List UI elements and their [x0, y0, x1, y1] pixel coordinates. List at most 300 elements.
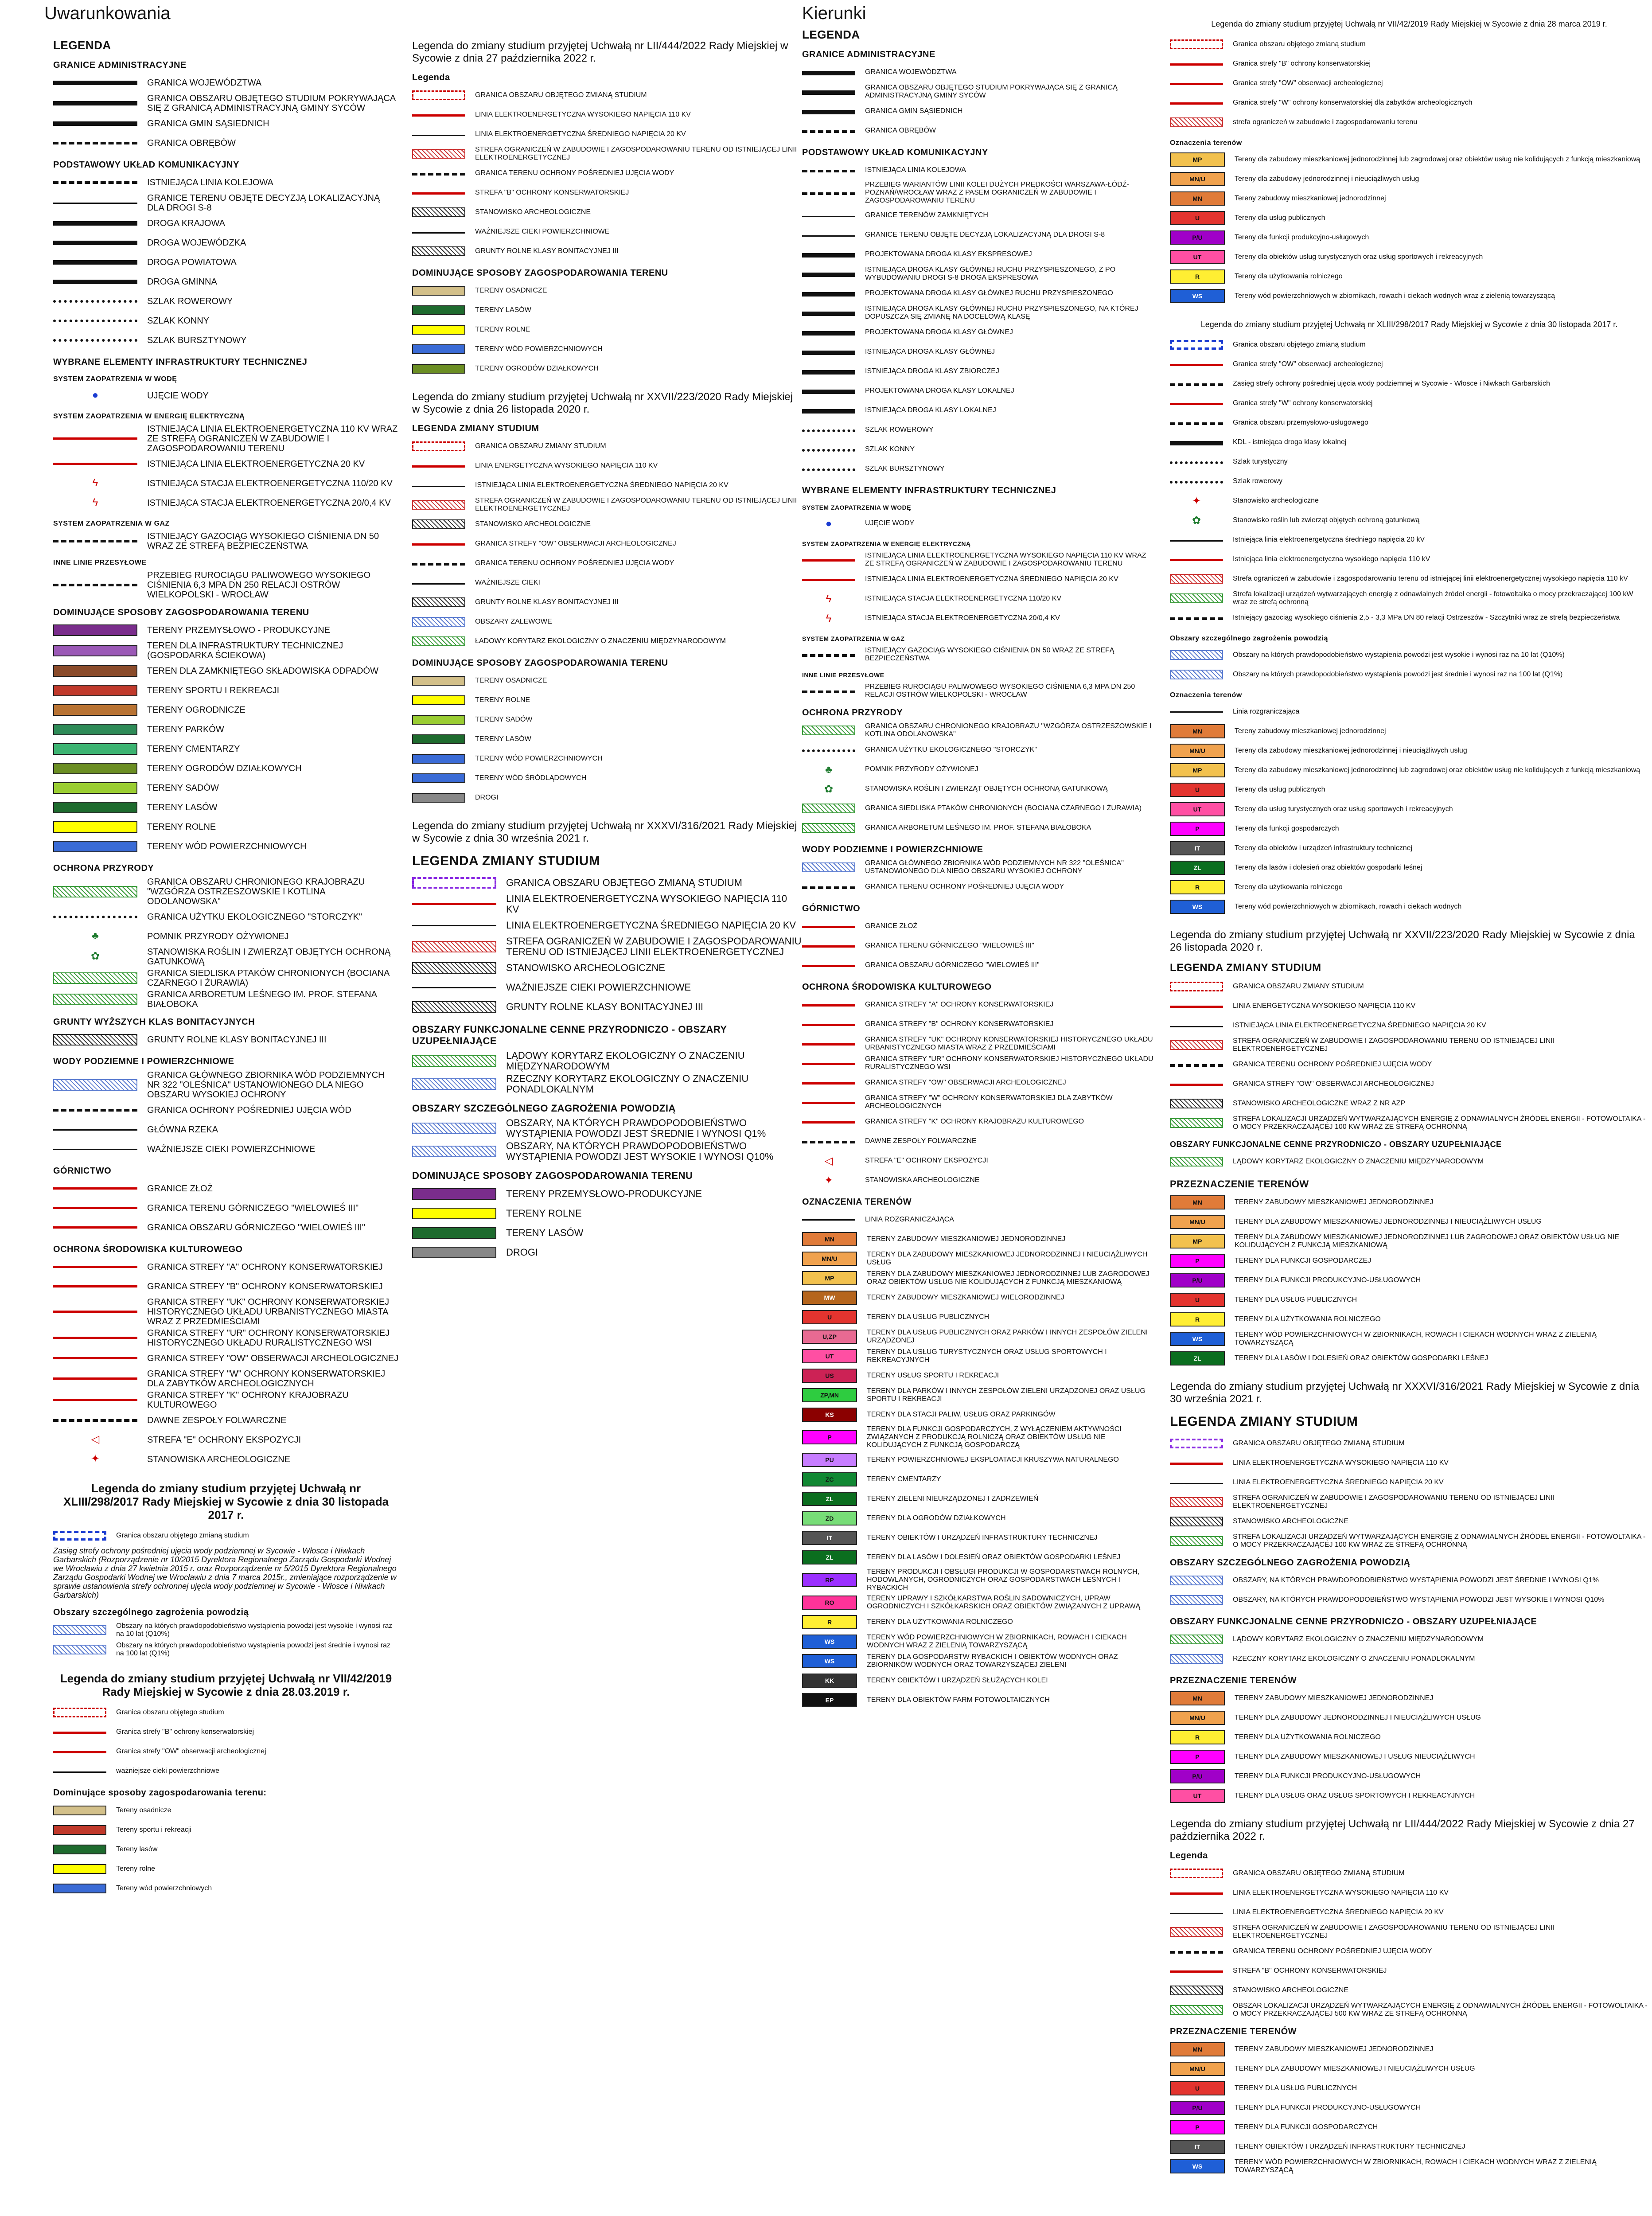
- legend-label: GRANICA GŁÓWNEGO ZBIORNIKA WÓD PODZIEMNYCH NR 322 "OLEŚNICA" USTANOWIONEGO DLA NIEGO OBSZARU WYSOKIEJ OCHRONY: [147, 1070, 385, 1100]
- legend-label: TERENY LASÓW: [475, 306, 531, 314]
- land-use-swatch: [412, 305, 465, 315]
- legend-symbol: [53, 972, 137, 984]
- land-use-label: TERENY ZABUDOWY MIESZKANIOWEJ JEDNORODZINNEJ: [1235, 1198, 1434, 1206]
- land-use-code: KS: [802, 1408, 857, 1422]
- land-use-label: TERENY DLA FUNKCJI GOSPODARCZEJ: [1235, 1257, 1371, 1264]
- legend-symbol: [1170, 982, 1223, 991]
- legend-item: [53, 115, 399, 133]
- legend-item: [1170, 1095, 1648, 1112]
- legend-symbol: [53, 1034, 137, 1046]
- protected-species-icon: ✿: [1192, 515, 1201, 527]
- d-zmiana-2017-obsz: [1170, 646, 1648, 683]
- legend-item: [412, 1141, 802, 1162]
- legend-item: [802, 551, 1157, 569]
- legend-symbol: [53, 433, 137, 445]
- legend-symbol: [802, 1039, 855, 1049]
- legend-item: [1170, 336, 1648, 354]
- legend-item: [412, 769, 802, 787]
- legend-symbol: [53, 1183, 137, 1194]
- legend-item: [53, 990, 399, 1009]
- land-use-item: [1170, 761, 1648, 779]
- land-use-label: TERENY DLA ZABUDOWY MIESZKANIOWEJ I NIEUCIĄŻLIWYCH USŁUG: [1235, 2065, 1475, 2072]
- legend-item: [412, 672, 802, 690]
- legend-symbol: [802, 804, 855, 813]
- legend-label: DROGA GMINNA: [147, 277, 217, 287]
- land-use-item: [1170, 781, 1648, 799]
- legend-label: LINIA ELEKTROENERGETYCZNA ŚREDNIEGO NAPIĘCIA 20 KV: [1233, 1908, 1444, 1916]
- legend-item: [53, 1219, 399, 1237]
- legend-symbol: [53, 1373, 137, 1385]
- land-use-code: U: [802, 1310, 857, 1324]
- legend-label: SZLAK ROWEROWY: [865, 426, 934, 433]
- legend-item: [1170, 1474, 1648, 1491]
- land-use-code: MN: [1170, 724, 1225, 738]
- legend-item: [53, 621, 399, 639]
- legend-symbol: [53, 335, 137, 346]
- land-use-code: P/U: [1170, 1769, 1225, 1783]
- legend-label: GRANICA GŁÓWNEGO ZBIORNIKA WÓD PODZIEMNYCH NR 322 "OLEŚNICA" USTANOWIONEGO DLA NIEGO OBSZARU WYSOKIEJ OCHRONY: [865, 859, 1124, 875]
- land-use-swatch: [412, 695, 465, 705]
- legend-symbol: [802, 386, 855, 396]
- legend-label: ISTNIEJĄCA LINIA ELEKTROENERGETYCZNA 20 KV: [147, 459, 365, 469]
- legend-symbol: [412, 578, 465, 588]
- legend-item: [53, 908, 399, 926]
- legend-item: [802, 1093, 1157, 1111]
- section-dominujace: [53, 621, 399, 855]
- c-legend-heading: LEGENDA: [802, 28, 860, 41]
- legend-item: [802, 780, 1157, 798]
- legend-label: GRANICA GMIN SĄSIEDNICH: [147, 119, 269, 129]
- legend-label: GRANICA OBSZARU ZMIANY STUDIUM: [475, 442, 606, 450]
- legend-symbol: [53, 1766, 106, 1776]
- land-use-code: [802, 1219, 855, 1221]
- legend-item: [1170, 1493, 1648, 1511]
- legend-label: Granica strefy "OW" obserwacji archeologicznej: [116, 1748, 266, 1755]
- legend-label: GRANICA SIEDLISKA PTAKÓW CHRONIONYCH (BOCIANA CZARNEGO I ŻURAWIA): [147, 968, 390, 988]
- legend-label: LINIA ELEKTROENERGETYCZNA WYSOKIEGO NAPIĘCIA 110 KV: [506, 893, 787, 915]
- d-zmiana-2017-ozn-heading: Oznaczenia terenów: [1170, 691, 1242, 699]
- column-zmiany-kierunki: [1170, 0, 1648, 2216]
- legend-label: PRZEBIEG RUROCIĄGU PALIWOWEGO WYSOKIEGO CIŚNIENIA 6,3 MPA DN 250 RELACJI OSTRÓW WIELKOPOLSKI - WROCŁAW: [865, 683, 1135, 698]
- legend-symbol: [802, 1078, 855, 1088]
- legend-symbol: [1170, 1947, 1223, 1956]
- legend-item: [802, 761, 1157, 778]
- land-use-code: P: [1170, 822, 1225, 836]
- column-uwarunkowania: [0, 0, 399, 2216]
- land-use-item: [802, 1490, 1157, 1508]
- legend-item: [1170, 511, 1648, 529]
- legend-label: PROJEKTOWANA DROGA KLASY EKSPRESOWEJ: [865, 250, 1032, 258]
- legend-item: [1170, 1036, 1648, 1054]
- legend-symbol: [1170, 1536, 1223, 1546]
- legend-label: Granica obszaru przemysłowo-usługowego: [1233, 419, 1368, 426]
- legend-label: DROGA KRAJOWA: [147, 218, 225, 228]
- legend-item: [53, 424, 399, 453]
- legend-item: [802, 878, 1157, 896]
- legend-symbol: [412, 982, 496, 993]
- legend-item: [1170, 433, 1648, 451]
- legend-item: [412, 242, 802, 260]
- legend-item: [1170, 1943, 1648, 1960]
- section-ochrona-heading: OCHRONA PRZYRODY: [53, 863, 154, 873]
- legend-item: [412, 86, 802, 104]
- legend-item: [1170, 472, 1648, 490]
- legend-item: [1170, 646, 1648, 664]
- legend-symbol: [53, 458, 137, 470]
- legend-label: KDL - istniejąca droga klasy lokalnej: [1233, 438, 1347, 446]
- legend-label: GRANICA OBSZARU GÓRNICZEGO "WIELOWIEŚ III": [147, 1223, 366, 1233]
- legend-item: [412, 593, 802, 611]
- legend-symbol: [802, 1136, 855, 1146]
- legend-symbol: [1170, 1079, 1223, 1089]
- legend-label: PROJEKTOWANA DROGA KLASY LOKALNEJ: [865, 387, 1014, 394]
- land-use-item: [1170, 839, 1648, 857]
- land-use-label: TERENY DLA UŻYTKOWANIA ROLNICZEGO: [867, 1618, 1013, 1626]
- legend-item: [412, 750, 802, 768]
- legend-item: [802, 83, 1157, 101]
- legend-symbol: [802, 464, 855, 474]
- legend-item: [1170, 453, 1648, 471]
- land-use-item: [1170, 1728, 1648, 1746]
- legend-symbol: [53, 197, 137, 209]
- legend-label: OBSZAR LOKALIZACJI URZĄDZEŃ WYTWARZAJĄCYCH ENERGIĘ Z ODNAWIALNYCH ŹRÓDEŁ ENERGII - FOTOWOLTAIKA - O MOCY PRZEKRACZAJĄCEJ 500 KW WRAZ ZE STREFĄ OCHRONNĄ: [1233, 2002, 1648, 2017]
- legend-symbol: [802, 367, 855, 376]
- legend-item: [802, 102, 1157, 120]
- legend-label: STANOWISKA ARCHEOLOGICZNE: [147, 1455, 291, 1464]
- land-use-label: Tereny dla funkcji produkcyjno-usługowych: [1235, 234, 1369, 241]
- legend-label: GRANICA WOJEWÓDZTWA: [147, 78, 262, 88]
- land-use-label: TERENY DLA ZABUDOWY MIESZKANIOWEJ JEDNORODZINNEJ I NIEUCIĄŻLIWYCH USŁUG: [867, 1251, 1148, 1266]
- legend-symbol: [1170, 1458, 1223, 1468]
- land-use-code: MN: [1170, 1195, 1225, 1209]
- legend-symbol: [802, 269, 855, 279]
- land-use-label: TERENY DLA ZABUDOWY MIESZKANIOWEJ JEDNORODZINNEJ LUB ZAGRODOWEJ ORAZ OBIEKTÓW USŁUG NIE KOLIDUJĄCYCH Z FUNKCJĄ MIESZKANIOWĄ: [1235, 1233, 1619, 1249]
- legend-symbol: [802, 211, 855, 220]
- land-use-item: [1170, 170, 1648, 188]
- legend-label: Strefa ograniczeń w zabudowie i zagospodarowaniu terenu od istniejącej linii elektroenergetycznej wysokiego napięcia 110 kV: [1233, 575, 1628, 582]
- land-use-item: [1170, 878, 1648, 896]
- legend-label: GRANICA STREFY "OW" OBSERWACJI ARCHEOLOGICZNEJ: [865, 1079, 1066, 1086]
- land-use-item: [1170, 1213, 1648, 1231]
- legend-item: [1170, 394, 1648, 412]
- section-kultura: [53, 1258, 399, 1468]
- legend-label: GRANICE TERENÓW ZAMKNIĘTYCH: [865, 211, 988, 219]
- land-use-item: [802, 1347, 1157, 1365]
- land-use-item: [1170, 209, 1648, 227]
- page-title-uwarunkowania: Uwarunkowania: [44, 4, 171, 23]
- land-use-label: Tereny zabudowy mieszkaniowej jednorodzinnej: [1235, 195, 1386, 202]
- zmiana-2017-obszary-heading: Obszary szczególnego zagrożenia powodzią: [53, 1607, 249, 1617]
- legend-item: [412, 632, 802, 650]
- legend-symbol: [1170, 1497, 1223, 1507]
- land-use-label: TERENY DLA USŁUG PUBLICZNYCH: [1235, 1296, 1357, 1303]
- land-use-code: IT: [802, 1531, 857, 1545]
- land-use-label: TERENY OBIEKTÓW I URZĄDZEŃ INFRASTRUKTURY TECHNICZNEJ: [867, 1534, 1098, 1541]
- land-use-label: TERENY DLA FUNKCJI PRODUKCYJNO-USŁUGOWYCH: [1235, 2104, 1421, 2111]
- legend-symbol: [53, 1531, 106, 1541]
- legend-item: [412, 554, 802, 572]
- land-use-code: MN/U: [1170, 1215, 1225, 1229]
- d-zmiana-2022-title: Legenda do zmiany studium przyjętej Uchwałą nr LII/444/2022 Rady Miejskiej w Sycowie z dnia 27 października 2022 r.: [1170, 1818, 1635, 1842]
- land-use-label: Tereny dla usług turystycznych oraz usług sportowych i rekreacyjnych: [1235, 805, 1453, 813]
- legend-item: [53, 1121, 399, 1139]
- legend-item: [412, 1205, 802, 1222]
- land-use-item: [802, 1425, 1157, 1449]
- legend-symbol: [412, 188, 465, 198]
- legend-label: STREFA OGRANICZEŃ W ZABUDOWIE I ZAGOSPODAROWANIU TERENU OD ISTNIEJĄCEJ LINII ELEKTROENERGETYCZNEJ: [475, 146, 797, 161]
- legend-label: Granica strefy "B" ochrony konserwatorskiej: [116, 1728, 254, 1736]
- section-infra-heading: WYBRANE ELEMENTY INFRASTRUKTURY TECHNICZNEJ: [53, 357, 308, 367]
- legend-label: ISTNIEJĄCA DROGA KLASY GŁÓWNEJ RUCHU PRZYSPIESZONEGO, NA KTÓREJ DOPUSZCZA SIĘ ZMIANĘ NA DOCELOWĄ KLASĘ: [865, 305, 1138, 320]
- legend-label: Granica strefy "W" ochrony konserwatorskiej: [1233, 399, 1373, 407]
- legend-label: GRANICA OBSZARU CHRONIONEGO KRAJOBRAZU "WZGÓRZA OSTRZESZOWSKIE I KOTLINA ODOLANOWSKA": [147, 877, 365, 906]
- land-use-code: R: [1170, 1312, 1225, 1326]
- legend-item: [53, 1180, 399, 1198]
- legend-item: [802, 917, 1157, 935]
- land-use-code: U: [1170, 2081, 1225, 2095]
- b-zmiana-2020-dom: [412, 672, 802, 807]
- legend-symbol: [1170, 1654, 1223, 1664]
- legend-label: POMNIK PRZYRODY OŻYWIONEJ: [865, 765, 978, 773]
- land-use-item: [802, 1451, 1157, 1469]
- legend-item: [53, 1369, 399, 1389]
- legend-item: [412, 893, 802, 915]
- zmiana-2017-title: Legenda do zmiany studium przyjętej Uchwałą nr XLIII/298/2017 Rady Miejskiej w Sycowie z dnia 30 listopada 2017 r.: [63, 1482, 389, 1522]
- legend-label: ISTNIEJĄCA STACJA ELEKTROENERGETYCZNA 110/20 KV: [865, 595, 1062, 602]
- legend-symbol: [802, 188, 855, 198]
- legend-label: Granica obszaru objętego zmianą studium: [116, 1532, 249, 1539]
- zmiana-2019-dom: [53, 1802, 399, 1897]
- legend-item: [53, 74, 399, 92]
- section-wody: [53, 1070, 399, 1158]
- land-use-swatch: [53, 1884, 106, 1893]
- legend-item: [802, 343, 1157, 361]
- legend-label: GRANICA STREFY "W" OCHRONY KONSERWATORSKIEJ DLA ZABYTKÓW ARCHEOLOGICZNYCH: [865, 1094, 1113, 1110]
- land-use-label: Tereny zabudowy mieszkaniowej jednorodzinnej: [1235, 727, 1386, 735]
- land-use-code: UT: [1170, 1789, 1225, 1803]
- d-zmiana-2021-przez-heading: PRZEZNACZENIE TERENÓW: [1170, 1676, 1297, 1685]
- legend-item: [412, 476, 802, 494]
- legend-label: TERENY WÓD POWIERZCHNIOWYCH: [147, 842, 307, 851]
- land-use-code: ZL: [802, 1492, 857, 1506]
- land-use-code: U,ZP: [802, 1330, 857, 1344]
- legend-item: [412, 437, 802, 455]
- legend-symbol: [802, 67, 855, 77]
- legend-symbol: [53, 1306, 137, 1318]
- land-use-item: [802, 1510, 1157, 1527]
- land-use-label: TERENY ZABUDOWY MIESZKANIOWEJ JEDNORODZINNEJ: [1235, 2045, 1434, 2053]
- legend-item: [53, 1723, 399, 1741]
- legend-item: [53, 1140, 399, 1158]
- legend-symbol: [412, 597, 465, 607]
- legend-label: UJĘCIE WODY: [865, 519, 915, 527]
- legend-symbol: [1170, 1927, 1223, 1937]
- d-zmiana-2022-legend: Legenda: [1170, 1851, 1208, 1861]
- legend-item: [802, 956, 1157, 974]
- legend-item: [53, 332, 399, 349]
- protected-species-icon: ✿: [824, 783, 834, 795]
- legend-item: [53, 641, 399, 660]
- legend-item: [802, 722, 1157, 739]
- legend-symbol: [1170, 98, 1223, 108]
- legend-label: ISTNIEJĄCA DROGA KLASY GŁÓWNEJ: [865, 348, 995, 355]
- legend-item: [1170, 74, 1648, 92]
- legend-symbol: [412, 636, 465, 646]
- land-use-label: LINIA ROZGRANICZAJĄCA: [865, 1216, 954, 1223]
- d-zmiana-2017-items: [1170, 336, 1648, 627]
- legend-label: GRANICA TERENU OCHRONY POŚREDNIEJ UJĘCIA WODY: [865, 883, 1064, 890]
- legend-item: [1170, 1017, 1648, 1034]
- c-infra-heading: WYBRANE ELEMENTY INFRASTRUKTURY TECHNICZNEJ: [802, 486, 1056, 495]
- d-zmiana-2019-ozn-heading: Oznaczenia terenów: [1170, 139, 1242, 147]
- legend-symbol: [802, 882, 855, 892]
- land-use-code: EP: [802, 1693, 857, 1707]
- legend-symbol: [1170, 593, 1223, 603]
- land-use-code: R: [1170, 269, 1225, 284]
- legend-symbol: [53, 994, 137, 1005]
- legend-symbol: [412, 1146, 496, 1157]
- legend-label: GRANICA OBRĘBÓW: [147, 138, 236, 148]
- legend-item: [53, 662, 399, 680]
- legend-label: STREFA OGRANICZEŃ W ZABUDOWIE I ZAGOSPODAROWANIU TERENU OD ISTNIEJĄCEJ LINII ELEKTROENERGETYCZNEJ: [506, 936, 802, 957]
- legend-item: [412, 998, 802, 1016]
- legend-item: [802, 285, 1157, 302]
- land-use-label: TERENY ZABUDOWY MIESZKANIOWEJ JEDNORODZINNEJ: [867, 1235, 1066, 1243]
- legend-item: [53, 818, 399, 836]
- legend-label: TERENY OGRODÓW DZIAŁKOWYCH: [475, 365, 599, 372]
- land-use-code: U: [1170, 211, 1225, 225]
- woda-heading: SYSTEM ZAOPATRZENIA W WODĘ: [53, 375, 177, 383]
- d-zmiana-2020-przez-heading: PRZEZNACZENIE TERENÓW: [1170, 1178, 1309, 1190]
- legend-symbol: [53, 1124, 137, 1135]
- legend-symbol: [1170, 1576, 1223, 1585]
- legend-label: WAŻNIEJSZE CIEKI: [475, 579, 540, 586]
- legend-symbol: [1170, 1595, 1223, 1605]
- legend-label: GRANICA STREFY "A" OCHRONY KONSERWATORSKIEJ: [865, 1001, 1054, 1008]
- legend-label: TERENY SADÓW: [475, 716, 533, 723]
- legend-item: [53, 215, 399, 232]
- legend-label: Strefa lokalizacji urządzeń wytwarzających energię z odnawialnych źródeł energii - fotowoltaika o mocy przekraczającej 100 kW wraz ze strefą ochronną: [1233, 590, 1633, 606]
- legend-item: [1170, 414, 1648, 432]
- c-uklad-heading: PODSTAWOWY UKŁAD KOMUNIKACYJNY: [802, 148, 988, 157]
- b-zmiana-2022-title: Legenda do zmiany studium przyjętej Uchwałą nr LII/444/2022 Rady Miejskiej w Sycowie z dnia 27 października 2022 r.: [412, 40, 788, 64]
- c-granice-heading: GRANICE ADMINISTRACYJNE: [802, 50, 935, 59]
- b-zmiana-2021-funk-heading: OBSZARY FUNKCJONALNE CENNE PRZYRODNICZO - OBSZARY UZUPEŁNIAJĄCE: [412, 1024, 727, 1046]
- d-zmiana-2021-przez: [1170, 1689, 1648, 1805]
- legend-symbol: [802, 745, 855, 755]
- legend-symbol: [53, 1394, 137, 1406]
- land-use-label: TERENY DLA USŁUG TURYSTYCZNYCH ORAZ USŁUG SPORTOWYCH I REKREACYJNYCH: [867, 1348, 1107, 1364]
- legend-label: Istniejąca linia elektroenergetyczna wysokiego napięcia 110 kV: [1233, 555, 1430, 563]
- land-use-code: P/U: [1170, 1273, 1225, 1287]
- legend-label: TERENY CMENTARZY: [147, 744, 240, 754]
- legend-item: [1170, 1532, 1648, 1550]
- legend-item: [412, 789, 802, 807]
- land-use-code: MN: [1170, 2042, 1225, 2056]
- legend-label: GRANICA STREFY "K" OCHRONY KRAJOBRAZU KULTUROWEGO: [147, 1390, 349, 1410]
- land-use-label: TERENY ZIELENI NIEURZĄDZONEJ I ZADRZEWIEŃ: [867, 1495, 1039, 1502]
- legend-label: GRANICA TERENU OCHRONY POŚREDNIEJ UJĘCIA WODY: [1233, 1947, 1432, 1955]
- legend-label: TERENY SADÓW: [147, 783, 219, 793]
- b-zmiana-2020-items: [412, 437, 802, 611]
- legend-item: [412, 106, 802, 124]
- legend-label: ISTNIEJĄCA LINIA KOLEJOWA: [865, 166, 966, 174]
- legend-symbol: [53, 1079, 137, 1091]
- d-zmiana-2017-ozn: [1170, 703, 1648, 916]
- legend-item: [802, 570, 1157, 588]
- legend-symbol: [53, 237, 137, 249]
- land-use-item: [802, 1386, 1157, 1404]
- legend-label: TERENY ROLNE: [506, 1208, 582, 1219]
- legend-item: [412, 979, 802, 996]
- legend-symbol: [802, 1097, 855, 1107]
- legend-heading: LEGENDA: [53, 39, 111, 52]
- legend-label: WAŻNIEJSZE CIEKI POWIERZCHNIOWE: [475, 228, 610, 235]
- legend-label: TERENY LASÓW: [147, 803, 218, 812]
- legend-item: [1170, 1591, 1648, 1609]
- legend-symbol: [802, 823, 855, 833]
- land-use-label: Tereny wód powierzchniowych w zbiornikach, rowach i ciekach wodnych: [1235, 903, 1462, 910]
- land-use-item: [1170, 1330, 1648, 1348]
- legend-item: [802, 246, 1157, 263]
- legend-label: GRANICA OBSZARU OBJĘTEGO ZMIANĄ STUDIUM: [506, 877, 742, 888]
- legend-item: [53, 760, 399, 777]
- legend-symbol: [1170, 1986, 1223, 1995]
- legend-label: GRANICE ZŁOŻ: [147, 1184, 213, 1194]
- legend-symbol: [412, 877, 496, 889]
- legend-label: PRZEBIEG RUROCIĄGU PALIWOWEGO WYSOKIEGO CIŚNIENIA 6,3 MPA DN 250 RELACJI OSTRÓW WIELKOPOLSKI - WROCŁAW: [147, 570, 371, 600]
- legend-item: [1170, 1572, 1648, 1589]
- land-use-item: [1170, 800, 1648, 818]
- legend-label: GRANICA STREFY "UK" OCHRONY KONSERWATORSKIEJ HISTORYCZNEGO UKŁADU URBANISTYCZNEGO MIASTA WRAZ Z PRZEDMIEŚCIAMI: [147, 1297, 390, 1326]
- land-use-label: TERENY DLA STACJI PALIW, USŁUG ORAZ PARKINGÓW: [867, 1411, 1056, 1418]
- legend-label: GRANICE TERENU OBJĘTE DECYZJĄ LOKALIZACYJNĄ DLA DROGI S-8: [147, 193, 380, 213]
- legend-label: GRANICA OCHRONY POŚREDNIEJ UJĘCIA WÓD: [147, 1105, 351, 1115]
- land-use-label: TERENY PRODUKCJI I OBSŁUGI PRODUKCJI W GOSPODARSTWACH ROLNYCH, HODOWLANYCH, OGRODNICZYCH ORAZ GOSPODARSTWACH LEŚNYCH I RYBACKICH: [867, 1568, 1140, 1592]
- legend-label: GRANICA SIEDLISKA PTAKÓW CHRONIONYCH (BOCIANA CZARNEGO I ŻURAWIA): [865, 804, 1142, 812]
- legend-label: Zasięg strefy ochrony pośredniej ujęcia wody podziemnej w Sycowie - Włosce i Niwkach Garbarskich: [1233, 380, 1550, 387]
- legend-label: GRUNTY ROLNE KLASY BONITACYJNEJ III: [475, 247, 619, 255]
- legend-item: [53, 1451, 399, 1468]
- legend-item: [412, 145, 802, 163]
- legend-symbol: [53, 1415, 137, 1426]
- land-use-label: TERENY USŁUG SPORTU I REKREACJI: [867, 1372, 999, 1379]
- land-use-label: TERENY DLA USŁUG ORAZ USŁUG SPORTOWYCH I REKREACYJNYCH: [1235, 1792, 1475, 1799]
- legend-symbol: [802, 328, 855, 337]
- section-gornictwo: [53, 1180, 399, 1237]
- legend-item: [53, 1390, 399, 1410]
- section-kultura-heading: OCHRONA ŚRODOWISKA KULTUROWEGO: [53, 1245, 243, 1254]
- legend-item: [412, 1118, 802, 1139]
- legend-item: [802, 402, 1157, 419]
- legend-item: [802, 646, 1157, 663]
- land-use-code: MP: [1170, 152, 1225, 167]
- legend-symbol: [1170, 613, 1223, 623]
- legend-item: [1170, 550, 1648, 568]
- legend-symbol: [1170, 1478, 1223, 1487]
- legend-symbol: [53, 1353, 137, 1364]
- legend-item: [1170, 666, 1648, 683]
- legend-label: GRANICA OBSZARU OBJĘTEGO ZMIANĄ STUDIUM: [1233, 1869, 1405, 1877]
- legend-item: [1170, 1114, 1648, 1132]
- land-use-code: R: [1170, 880, 1225, 894]
- land-use-code: WS: [1170, 289, 1225, 303]
- land-use-swatch: [412, 1188, 496, 1200]
- land-use-swatch: [53, 1864, 106, 1874]
- legend-item: [1170, 113, 1648, 131]
- section-gornictwo-heading: GÓRNICTWO: [53, 1166, 112, 1176]
- land-use-item: [1170, 1748, 1648, 1766]
